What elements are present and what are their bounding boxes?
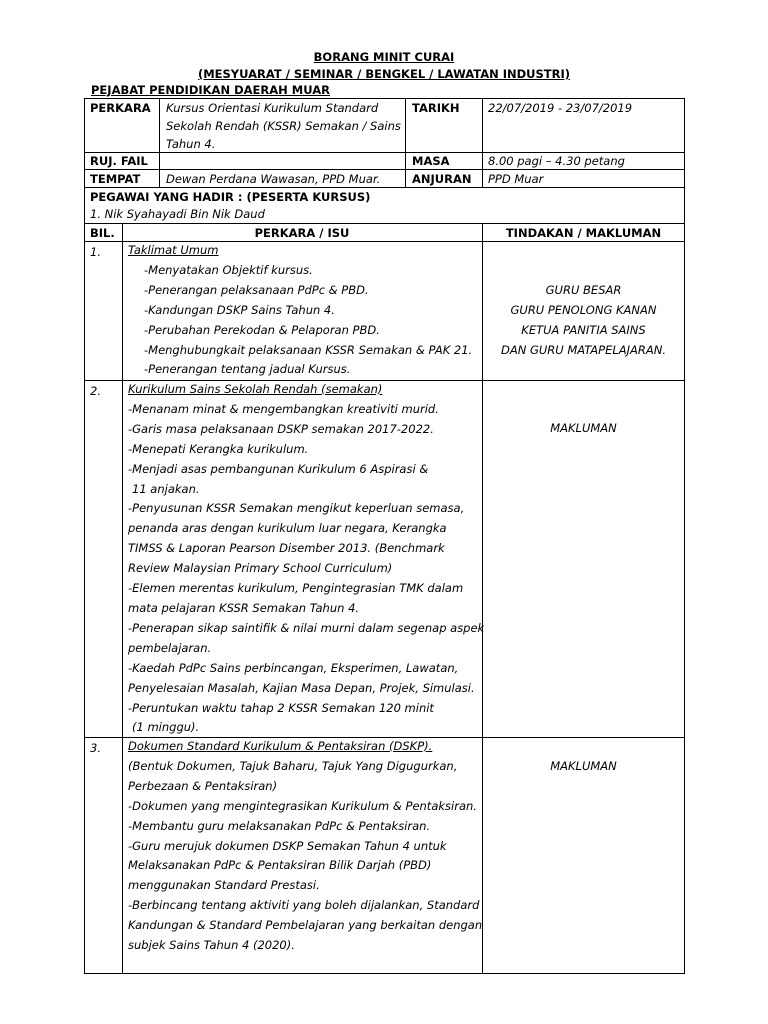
anjuran-label: ANJURAN: [412, 172, 472, 186]
row-3-items: [128, 737, 483, 956]
list-item: Kandungan & Standard Pembelajaran yang berkaitan dengan: [128, 918, 483, 933]
list-item: -Kandungan DSKP Sains Tahun 4.: [144, 302, 335, 317]
list-item: -Menyatakan Objektif kursus.: [144, 262, 313, 277]
list-item: 11 anjakan.: [132, 481, 200, 496]
list-item: (1 minggu).: [132, 720, 200, 735]
masa-label: MASA: [412, 154, 450, 168]
row-2-action: [482, 419, 685, 439]
perkara-value: [166, 99, 402, 153]
ruj-fail-label: RUJ. FAIL: [90, 154, 148, 168]
row-number: 3.: [90, 741, 101, 755]
list-item: -Penerangan tentang jadual Kursus.: [144, 362, 351, 377]
list-item: -Menanam minat & mengembangkan kreativiti murid.: [128, 401, 439, 416]
action-item: GURU BESAR: [545, 283, 622, 297]
column-divider: [159, 98, 160, 187]
row-3-action: [482, 757, 685, 777]
list-item: Penyelesaian Masalah, Kajian Masa Depan, Projek, Simulasi.: [128, 680, 475, 695]
attendees-heading: PEGAWAI YANG HADIR : (PESERTA KURSUS): [90, 190, 371, 204]
action-item: GURU PENOLONG KANAN: [510, 302, 657, 317]
column-divider: [122, 223, 123, 974]
list-item: -Guru merujuk dokumen DSKP Semakan Tahun 4 untuk: [128, 838, 447, 853]
list-item: -Membantu guru melaksanakan PdPc & Pentaksiran.: [128, 818, 431, 833]
list-item: -Penerangan pelaksanaan PdPc & PBD.: [144, 282, 369, 297]
list-item: Melaksanakan PdPc & Pentaksiran Bilik Darjah (PBD): [128, 858, 432, 873]
action-item: MAKLUMAN: [550, 421, 617, 435]
row-1-items: [128, 241, 480, 380]
office-name: PEJABAT PENDIDIKAN DAERAH MUAR: [91, 83, 330, 97]
list-item: -Dokumen yang mengintegrasikan Kurikulum & Pentaksiran.: [128, 798, 477, 813]
perkara-line: Kursus Orientasi Kurikulum Standard: [166, 101, 379, 115]
list-item: -Menjadi asas pembangunan Kurikulum 6 Aspirasi &: [128, 461, 429, 476]
row-2-items: [128, 380, 485, 738]
action-item: KETUA PANITIA SAINS: [521, 322, 646, 337]
attendee-item: 1. Nik Syahayadi Bin Nik Daud: [90, 207, 265, 221]
list-item: -Menepati Kerangka kurikulum.: [128, 441, 309, 456]
row-heading: Taklimat Umum: [128, 243, 219, 257]
column-divider: [405, 98, 406, 187]
perkara-line: Tahun 4.: [166, 137, 216, 151]
row-heading: Dokumen Standard Kurikulum & Pentaksiran (DSKP).: [128, 739, 433, 753]
list-item: -Menghubungkait pelaksanaan KSSR Semakan & PAK 21.: [144, 342, 473, 357]
masa-value: 8.00 pagi – 4.30 petang: [488, 154, 625, 168]
row-number: 1.: [90, 245, 101, 259]
tarikh-label: TARIKH: [412, 101, 460, 115]
column-header-tindakan: TINDAKAN / MAKLUMAN: [505, 226, 662, 240]
row-1-action: [482, 281, 685, 361]
list-item: pembelajaran.: [128, 640, 212, 655]
list-item: TIMSS & Laporan Pearson Disember 2013. (Benchmark: [128, 541, 445, 556]
list-item: (Bentuk Dokumen, Tajuk Baharu, Tajuk Yang Digugurkan,: [128, 758, 458, 773]
row-divider: [84, 169, 685, 170]
list-item: -Elemen merentas kurikulum, Pengintegrasian TMK dalam: [128, 581, 464, 596]
form-title: BORANG MINIT CURAI: [313, 50, 455, 64]
tempat-label: TEMPAT: [90, 172, 141, 186]
list-item: -Penyusunan KSSR Semakan mengikut keperluan semasa,: [128, 501, 465, 516]
action-item: DAN GURU MATAPELAJARAN.: [500, 342, 666, 357]
column-divider: [482, 98, 483, 187]
list-item: menggunakan Standard Prestasi.: [128, 878, 320, 893]
row-number: 2.: [90, 384, 101, 398]
perkara-line: Sekolah Rendah (KSSR) Semakan / Sains: [166, 119, 401, 133]
list-item: -Kaedah PdPc Sains perbincangan, Eksperimen, Lawatan,: [128, 660, 459, 675]
tempat-value: Dewan Perdana Wawasan, PPD Muar.: [166, 172, 381, 186]
list-item: -Peruntukan waktu tahap 2 KSSR Semakan 120 minit: [128, 700, 434, 715]
action-item: MAKLUMAN: [550, 759, 617, 773]
column-header-bil: BIL.: [90, 226, 115, 240]
list-item: -Perubahan Perekodan & Pelaporan PBD.: [144, 322, 380, 337]
form-subtitle: (MESYUARAT / SEMINAR / BENGKEL / LAWATAN INDUSTRI): [197, 67, 571, 81]
list-item: Review Malaysian Primary School Curriculum): [128, 561, 393, 576]
row-divider: [84, 187, 685, 188]
row-divider: [84, 223, 685, 224]
list-item: Perbezaan & Pentaksiran): [128, 778, 278, 793]
list-item: -Penerapan sikap saintifik & nilai murni dalam segenap aspek: [128, 620, 485, 635]
list-item: -Garis masa pelaksanaan DSKP semakan 2017-2022.: [128, 421, 434, 436]
list-item: -Berbincang tentang aktiviti yang boleh dijalankan, Standard: [128, 898, 480, 913]
row-heading: Kurikulum Sains Sekolah Rendah (semakan): [128, 382, 383, 396]
list-item: mata pelajaran KSSR Semakan Tahun 4.: [128, 600, 360, 615]
list-item: subjek Sains Tahun 4 (2020).: [128, 938, 295, 953]
perkara-label: PERKARA: [90, 101, 151, 115]
anjuran-value: PPD Muar: [488, 172, 544, 186]
column-header-perkara: PERKARA / ISU: [254, 226, 350, 240]
tarikh-value: 22/07/2019 - 23/07/2019: [488, 101, 633, 115]
list-item: penanda aras dengan kurikulum luar negara, Kerangka: [128, 521, 447, 536]
